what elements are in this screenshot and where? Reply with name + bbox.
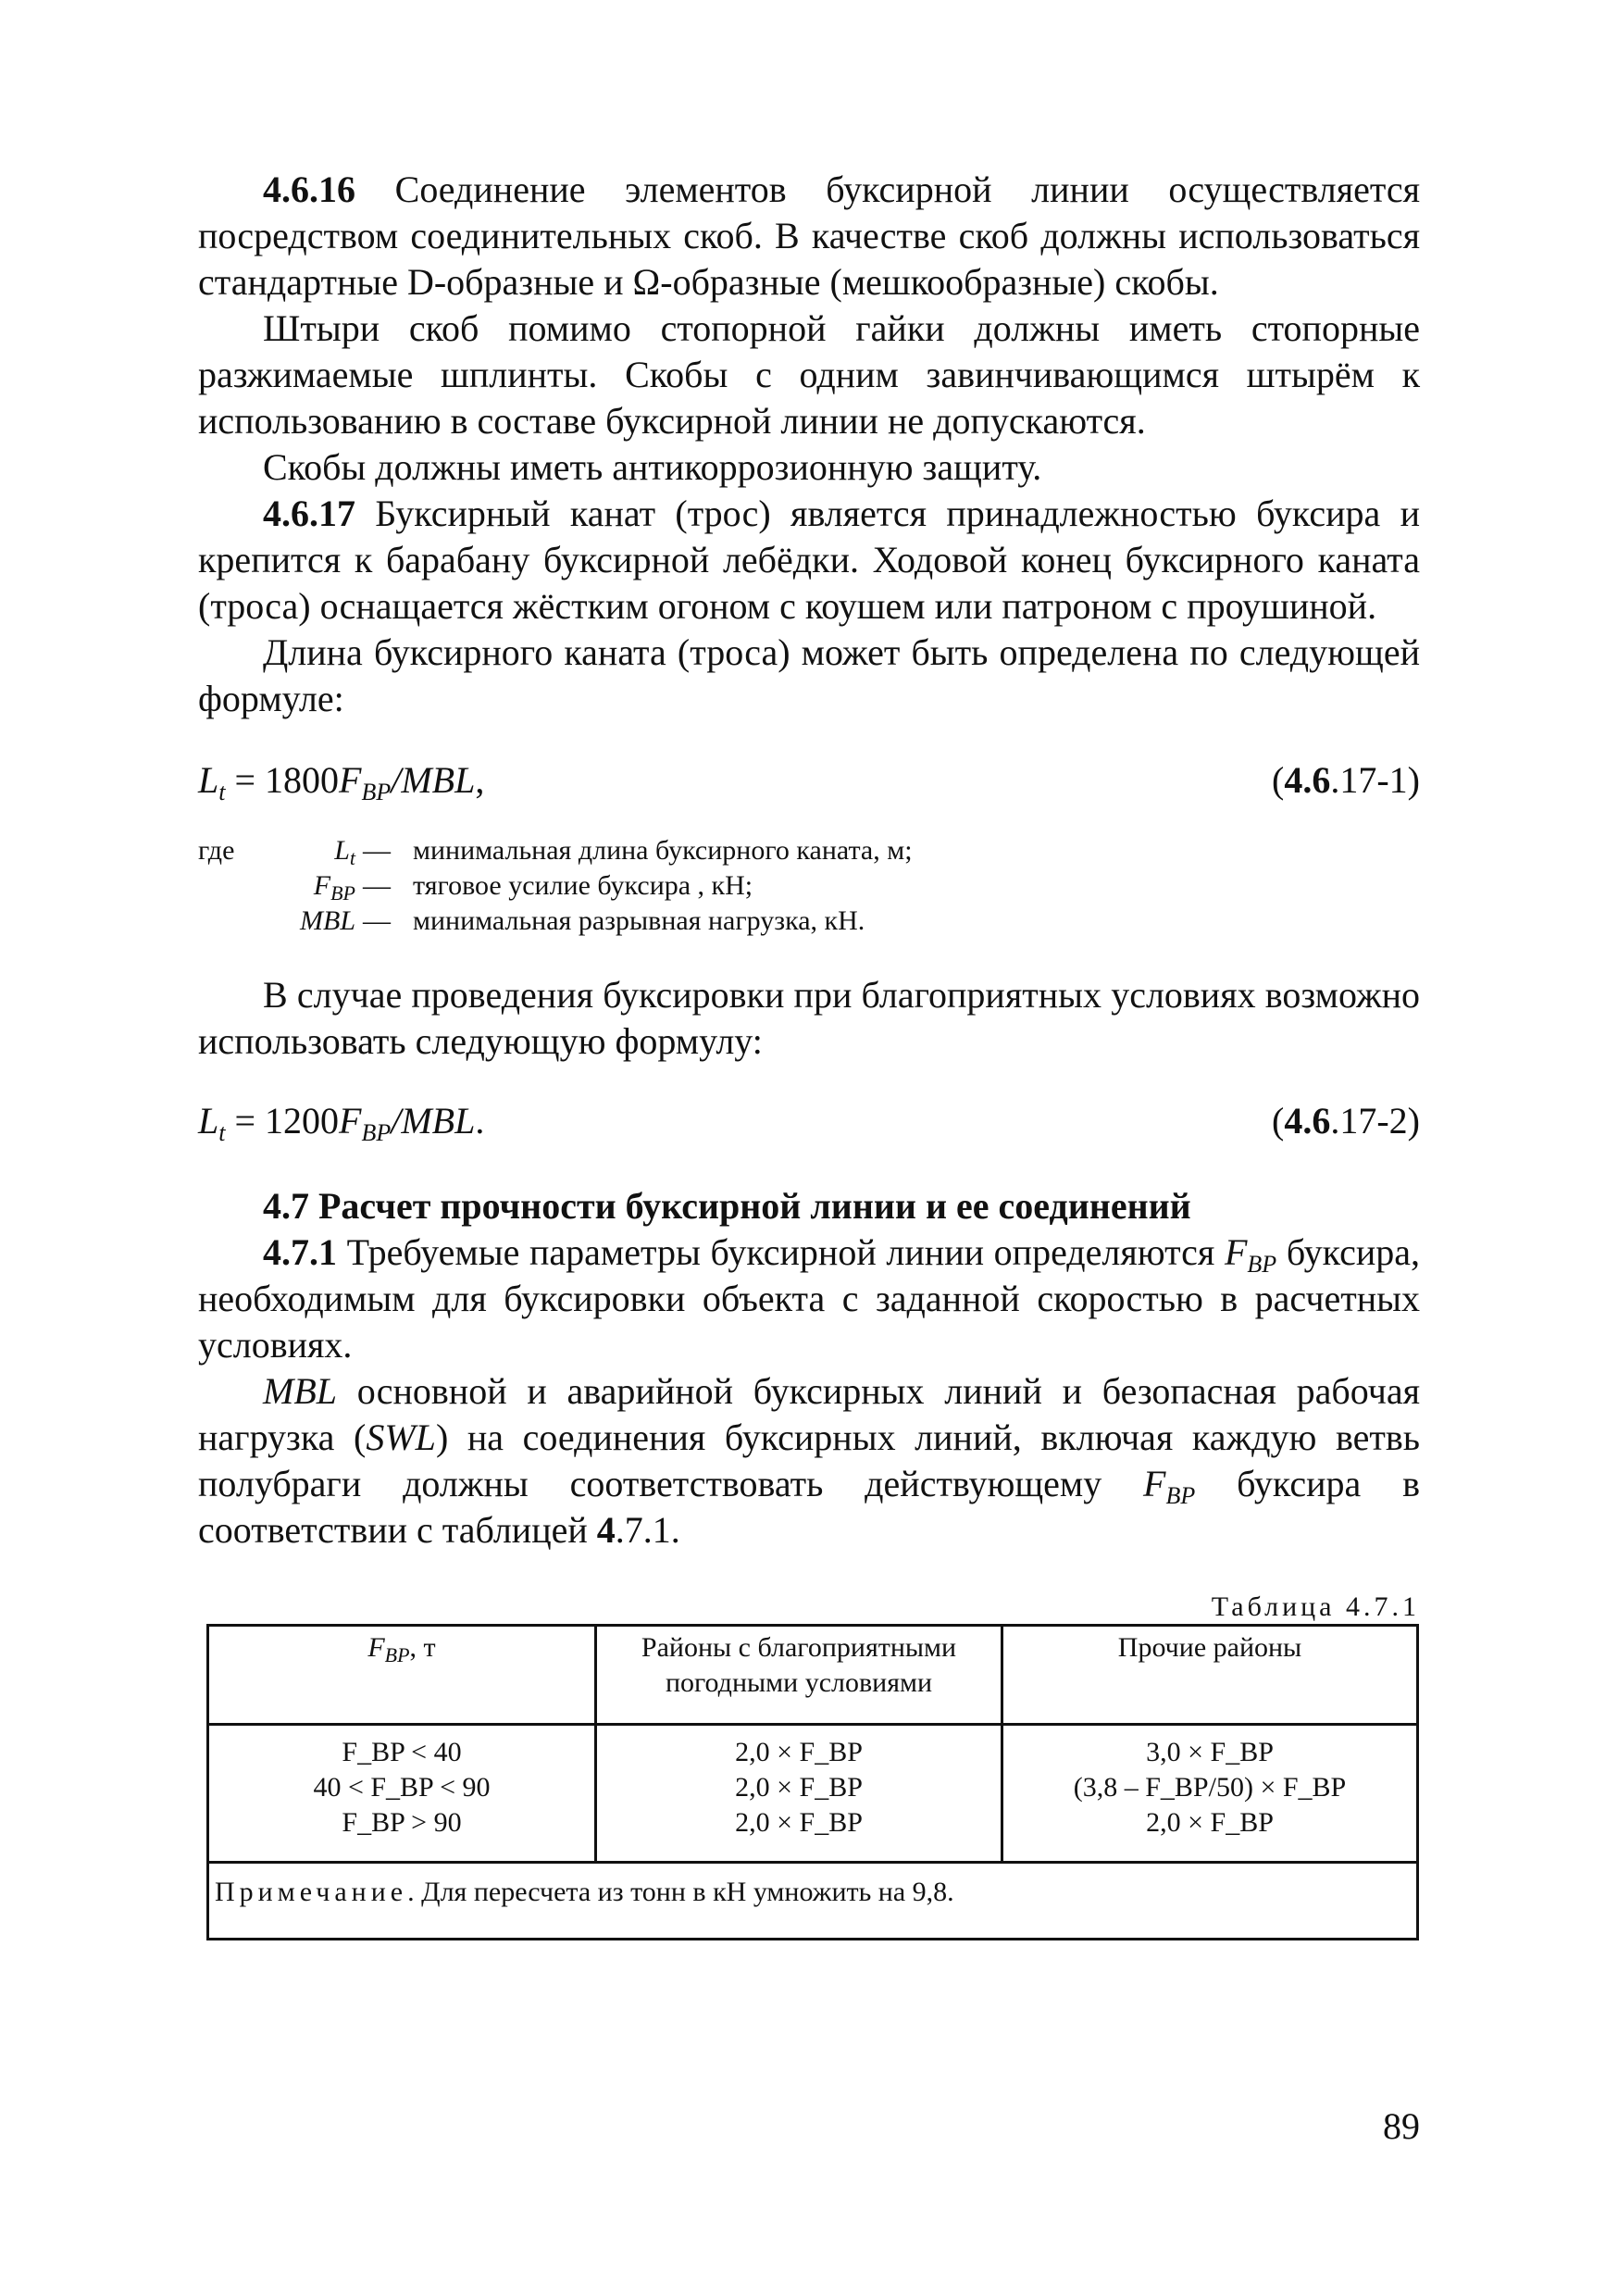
paragraph-text: Требуемые параметры буксирной линии определяются	[337, 1231, 1225, 1273]
formula-4-6-17-2	[198, 1098, 1420, 1144]
clause-number: 4.7.1	[263, 1231, 337, 1273]
paragraph	[198, 1368, 1420, 1554]
paragraph	[198, 306, 1420, 444]
formula-symbol: L	[198, 1100, 219, 1142]
formula-number-paren: (	[1272, 1100, 1285, 1142]
legend-symbol	[198, 833, 355, 868]
table-cell	[596, 1725, 1002, 1863]
cell-line: 40 < F_BP < 90	[313, 1772, 491, 1803]
table-header-cell: Прочие районы	[1002, 1626, 1418, 1725]
table-ref-bold: 4	[596, 1509, 616, 1551]
cell-line: 3,0 × F_BP	[1146, 1737, 1274, 1767]
cell-line: 2,0 × F_BP	[735, 1737, 863, 1767]
clause-number: 4.6.17	[263, 493, 355, 534]
formula-number	[1272, 1098, 1420, 1144]
paragraph-text: Длина буксирного каната (троса) может быть определена по следующей формуле:	[198, 631, 1420, 719]
formula-symbol: F	[367, 1632, 385, 1663]
formula-symbol: F	[339, 1100, 362, 1142]
legend-prefix: где	[198, 835, 235, 866]
formula-4-6-17-1	[198, 757, 1420, 804]
paragraph-4-6-17	[198, 491, 1420, 630]
cell-line: 2,0 × F_BP	[735, 1772, 863, 1803]
formula-subscript: BP	[1165, 1482, 1196, 1509]
legend-symbol-text: L	[334, 835, 350, 866]
formula-symbol: L	[198, 759, 219, 801]
table-header-cell: Районы с благоприятными погодными условиями	[596, 1626, 1002, 1725]
table-note-row	[208, 1863, 1418, 1940]
formula-subscript: BP	[361, 779, 392, 805]
formula-symbol: MBL	[263, 1370, 337, 1412]
header-unit: , т	[409, 1632, 436, 1663]
cell-line: 2,0 × F_BP	[1146, 1807, 1274, 1838]
table-caption: Таблица 4.7.1	[1211, 1591, 1420, 1622]
legend-symbol	[198, 868, 355, 904]
section-heading: 4.7 Расчет прочности буксирной линии и ее соединений	[263, 1185, 1191, 1227]
formula-text: /MBL	[391, 1100, 476, 1142]
formula-number-rest: .17-2)	[1330, 1100, 1420, 1142]
legend-description: тяговое усилие буксира , кН;	[413, 870, 753, 901]
formula-text: = 1200	[225, 1100, 340, 1142]
paragraph	[198, 444, 1420, 491]
paragraph-text: буксира, необходимым для буксировки объекта с заданной скоростью в расчетных условиях.	[198, 1231, 1420, 1366]
legend-symbol-text: F	[313, 870, 331, 901]
table-cell	[208, 1725, 596, 1863]
formula-subscript: t	[218, 779, 226, 805]
document-page	[198, 167, 1420, 1940]
legend-dash: —	[363, 870, 391, 901]
formula-text: = 1800	[225, 759, 340, 801]
formula-number-paren: (	[1272, 759, 1285, 801]
formula-text: /MBL	[391, 759, 476, 801]
table-ref: .7.1.	[615, 1509, 680, 1551]
legend-symbol-text: MBL	[300, 905, 355, 936]
formula-subscript: BP	[1247, 1251, 1277, 1278]
paragraph-text: буксира в соответствии с таблицей	[198, 1463, 1420, 1551]
table-header-cell	[208, 1626, 596, 1725]
legend-dash: —	[363, 835, 391, 866]
formula-subscript: BP	[361, 1119, 392, 1146]
cell-line: (3,8 – F_BP/50) × F_BP	[1073, 1772, 1347, 1803]
data-table	[206, 1624, 1419, 1940]
formula-subscript: BP	[384, 1643, 410, 1666]
table-note	[208, 1863, 1418, 1940]
table-header-row	[208, 1626, 1418, 1725]
legend-dash: —	[363, 905, 391, 936]
clause-number: 4.6.16	[263, 168, 355, 210]
formula-text: ,	[475, 759, 485, 801]
paragraph	[198, 630, 1420, 722]
paragraph-text: Скобы должны иметь антикоррозионную защиту.	[263, 446, 1042, 488]
formula-number-bold: 4.6	[1284, 759, 1331, 801]
formula-text: .	[475, 1100, 485, 1142]
legend-symbol-sub: t	[349, 846, 355, 869]
cell-line: 2,0 × F_BP	[735, 1807, 863, 1838]
formula-symbol: SWL	[366, 1416, 436, 1458]
paragraph-4-7-1	[198, 1229, 1420, 1368]
table-row	[208, 1725, 1418, 1863]
formula-symbol: F	[339, 759, 362, 801]
legend-symbol-sub: BP	[330, 881, 355, 905]
legend-row	[198, 868, 1420, 904]
note-label: Примечание	[215, 1877, 408, 1907]
legend-row	[198, 833, 1420, 868]
note-text: . Для пересчета из тонн в кН умножить на 9,8.	[407, 1877, 954, 1907]
formula-number	[1272, 757, 1420, 804]
paragraph-text: В случае проведения буксировки при благоприятных условиях возможно использовать следующую формулу:	[198, 974, 1420, 1062]
page-number: 89	[1383, 2105, 1420, 2147]
paragraph-text: Буксирный канат (трос) является принадлежностью буксира и крепится к барабану буксирной лебёдки. Ходовой конец буксирного каната (троса) оснащается жёстким огоном с коушем или патроном с проушиной.	[198, 493, 1420, 627]
paragraph-text: Соединение элементов буксирной линии осуществляется посредством соединительных скоб. В качестве скоб должны использоваться стандартные D-образные и Ω-образные (мешкообразные) скобы.	[198, 168, 1420, 303]
paragraph	[198, 972, 1420, 1065]
paragraph-text: Штыри скоб помимо стопорной гайки должны иметь стопорные разжимаемые шплинты. Скобы с одним завинчивающимся штырём к использованию в составе буксирной линии не допускаются.	[198, 307, 1420, 442]
legend-symbol	[198, 904, 355, 939]
paragraph-4-6-16	[198, 167, 1420, 306]
cell-line: F_BP > 90	[342, 1807, 462, 1838]
cell-line: F_BP < 40	[342, 1737, 462, 1767]
formula-symbol: F	[1143, 1463, 1166, 1504]
formula-number-rest: .17-1)	[1330, 759, 1420, 801]
legend-row	[198, 904, 1420, 939]
formula-symbol: F	[1224, 1231, 1248, 1273]
legend-description: минимальная разрывная нагрузка, кН.	[413, 905, 865, 936]
symbol-legend	[198, 833, 1420, 939]
table-cell	[1002, 1725, 1418, 1863]
paragraph-text: основной и аварийной буксирных линий и безопасная рабочая нагрузка (	[198, 1370, 1420, 1458]
formula-number-bold: 4.6	[1284, 1100, 1331, 1142]
paragraph-text: ) на соединения буксирных линий, включая каждую ветвь полубраги должны соответствовать действующему	[198, 1416, 1420, 1504]
legend-description: минимальная длина буксирного каната, м;	[413, 835, 913, 866]
formula-subscript: t	[218, 1119, 226, 1146]
